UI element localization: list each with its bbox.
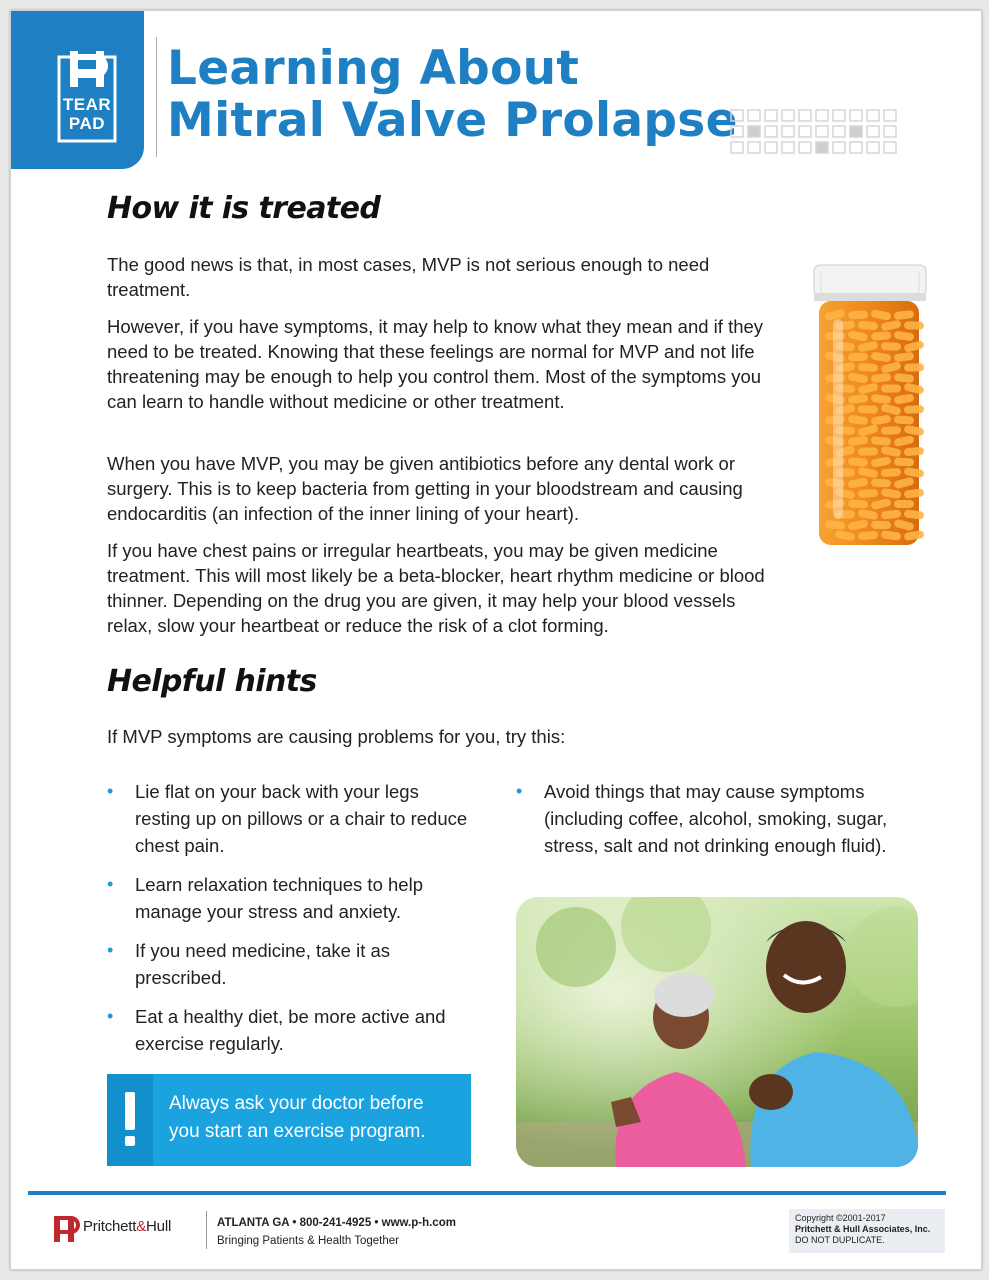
page-title <box>167 43 738 147</box>
brand-part-1: Pritchett <box>83 1218 137 1235</box>
exercise-alert-box <box>107 1074 471 1166</box>
alert-text: Always ask your doctor before you start an exercise program. <box>169 1093 426 1142</box>
list-item <box>107 778 477 859</box>
contact-info <box>217 1214 456 1250</box>
tear-pad-label <box>57 95 117 133</box>
bullet-icon: • <box>107 781 114 801</box>
list-item <box>107 937 477 991</box>
paragraph-2: However, if you have symptoms, it may help to know what they mean and if they need to be treated. Knowing that these feelings are normal for MVP and not life threatening may be enough to help you control them. Most of the symptoms you can learn to handle without medicine or other treatment. <box>107 316 764 412</box>
footer-rule <box>28 1191 946 1195</box>
copyright-line-1: Copyright ©2001-2017 <box>795 1213 886 1223</box>
tear-pad-logo <box>11 11 144 169</box>
hints-left-list <box>107 778 477 1057</box>
list-item <box>516 778 911 859</box>
heading-helpful-hints: Helpful hints <box>107 664 317 699</box>
brand-part-2: Hull <box>146 1218 172 1235</box>
pill-bottle-image <box>811 259 929 545</box>
list-item <box>107 871 477 925</box>
title-line-2: Mitral Valve Prolapse <box>167 93 738 148</box>
handout-page <box>10 10 982 1270</box>
title-line-1: Learning About <box>167 41 580 96</box>
logo-line-1: TEAR <box>62 95 112 114</box>
bullet-icon: • <box>107 874 114 894</box>
bullet-icon: • <box>516 781 523 801</box>
paragraph-3: When you have MVP, you may be given antibiotics before any dental work or surgery. This is to keep bacteria from getting in your bloodstream and causing endocarditis (an infection of the inner lining of your heart). <box>107 453 743 524</box>
list-item-text: Learn relaxation techniques to help manage your stress and anxiety. <box>135 874 423 922</box>
bullet-icon: • <box>107 940 114 960</box>
hints-right-list <box>516 778 911 859</box>
decorative-grid <box>730 109 902 157</box>
brand-ampersand: & <box>136 1218 147 1235</box>
list-item-text: Lie flat on your back with your legs resting up on pillows or a chair to reduce chest pain. <box>135 781 468 856</box>
pritchett-hull-brand <box>83 1218 171 1235</box>
pritchett-hull-logo-icon <box>51 1214 81 1244</box>
paragraph-4: If you have chest pains or irregular heartbeats, you may be given medicine treatment. This will most likely be a beta-blocker, heart rhythm medicine or blood thinner. Depending on the drug you are given, it may help your blood vessels relax, slow your heartbeat or reduce the risk of a clot forming. <box>107 540 765 636</box>
footer-divider <box>206 1211 207 1249</box>
paragraph-1: The good news is that, in most cases, MVP is not serious enough to need treatment. <box>107 254 710 300</box>
list-item-text: Eat a healthy diet, be more active and exercise regularly. <box>135 1006 446 1054</box>
logo-line-2: PAD <box>68 114 106 133</box>
copyright-box <box>789 1209 945 1253</box>
list-item-text: Avoid things that may cause symptoms (including coffee, alcohol, smoking, sugar, stress, salt and not drinking enough fluid). <box>544 781 888 856</box>
list-item <box>107 1003 477 1057</box>
bullet-icon: • <box>107 1006 114 1026</box>
list-item-text: If you need medicine, take it as prescribed. <box>135 940 391 988</box>
copyright-line-3: DO NOT DUPLICATE. <box>795 1235 885 1245</box>
exclamation-icon <box>107 1074 153 1166</box>
header-divider <box>156 37 157 157</box>
contact-line: ATLANTA GA • 800-241-4925 • www.p-h.com <box>217 1217 456 1229</box>
hints-intro: If MVP symptoms are causing problems for you, try this: <box>107 726 566 747</box>
heading-how-treated: How it is treated <box>107 191 381 226</box>
copyright-line-2: Pritchett & Hull Associates, Inc. <box>795 1224 931 1234</box>
tagline: Bringing Patients & Health Together <box>217 1235 399 1247</box>
couple-exercising-photo <box>516 897 918 1167</box>
